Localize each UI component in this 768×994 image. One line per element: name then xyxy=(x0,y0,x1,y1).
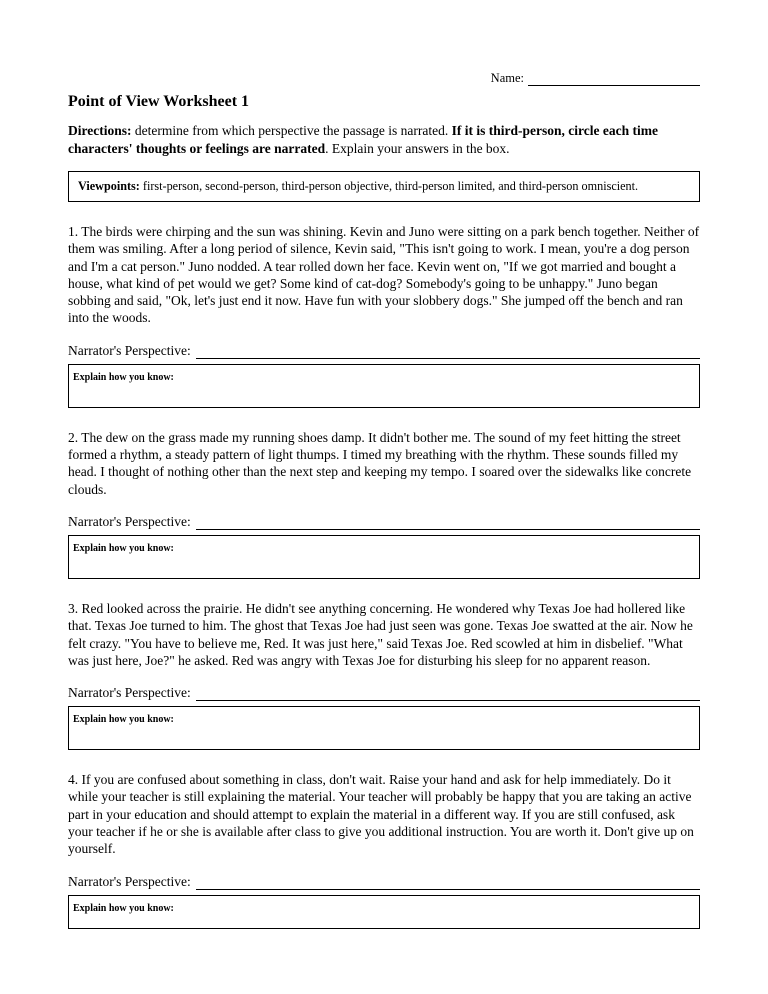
passage-section-4 xyxy=(68,771,700,928)
narrator-perspective-row xyxy=(68,872,700,890)
name-label: Name: xyxy=(490,71,524,85)
directions-label: Directions: xyxy=(68,123,132,138)
perspective-answer-line[interactable] xyxy=(196,515,700,530)
directions-body-2: . Explain your answers in the box. xyxy=(325,140,510,156)
passage-section-1 xyxy=(68,223,700,408)
perspective-answer-line[interactable] xyxy=(196,344,700,359)
narrator-perspective-label: Narrator's Perspective: xyxy=(68,513,191,529)
narrator-perspective-row xyxy=(68,683,700,701)
explain-box[interactable] xyxy=(68,364,700,408)
directions-body-1: determine from which perspective the passage is narrated. xyxy=(131,123,452,138)
viewpoints-list: first-person, second-person, third-person objective, third-person limited, and third-person omniscient. xyxy=(139,179,639,193)
explain-label: Explain how you know: xyxy=(73,371,174,383)
passage-text: 1. The birds were chirping and the sun was shining. Kevin and Juno were sitting on a park bench together. Neither of them was smiling. After a long period of silence, Kevin said, "This isn't going to work. I mean, you're a dog person and I'm a cat person." Juno nodded. A tear rolled down her face. Kevin went on, "If we got married and bought a house, what kind of pet would we get? Some kind of cat-dog? Somebody's going to be unhappy." Juno began sobbing and said, "Ok, let's just end it now. Have fun with your slobbery dogs." She jumped off the bench and ran into the woods. xyxy=(68,224,700,326)
narrator-perspective-label: Narrator's Perspective: xyxy=(68,685,191,701)
narrator-perspective-row xyxy=(68,341,700,359)
directions-text xyxy=(68,122,700,157)
passage-text: 4. If you are confused about something in class, don't wait. Raise your hand and ask for help immediately. Do it while your teacher is still explaining the material. Your teacher will probably be happy that you are taking an active part in your education and should attempt to explain the material in a different way. If you are still confused, ask your teacher if he or she is available after class to give you additional instruction. You are worth it. Don't give up on yourself. xyxy=(68,772,694,857)
passage-text: 2. The dew on the grass made my running shoes damp. It didn't bother me. The sound of my feet hitting the street formed a rhythm, a steady pattern of light thumps. I timed my breathing with the rhythm. These sounds filled my head. I thought of nothing other than the next step and keeping my tempo. I soared over the sidewalks like concrete clouds. xyxy=(68,429,692,497)
explain-label: Explain how you know: xyxy=(73,902,174,914)
explain-label: Explain how you know: xyxy=(73,714,174,726)
name-fill-line[interactable] xyxy=(528,72,700,86)
passage-text: 3. Red looked across the prairie. He didn't see anything concerning. He wondered why Texas Joe had hollered like that. Texas Joe turned to him. The ghost that Texas Joe had just seen was gone. Texas Joe swatted at the air. Now he felt crazy. "You have to believe me, Red. It was just here," said Texas Joe. Red scowled at him in disbelief. "What was just here, Joe?" he asked. Red was angry with Texas Joe for disturbing his sleep for no apparent reason. xyxy=(68,600,693,668)
narrator-perspective-row xyxy=(68,512,700,530)
passage-section-3 xyxy=(68,600,700,750)
passage-section-2 xyxy=(68,429,700,579)
perspective-answer-line[interactable] xyxy=(196,875,700,890)
narrator-perspective-label: Narrator's Perspective: xyxy=(68,342,191,358)
narrator-perspective-label: Narrator's Perspective: xyxy=(68,873,191,889)
explain-box[interactable] xyxy=(68,535,700,579)
viewpoints-label: Viewpoints: xyxy=(78,179,140,193)
perspective-answer-line[interactable] xyxy=(196,686,700,701)
explain-label: Explain how you know: xyxy=(73,542,174,554)
explain-box[interactable] xyxy=(68,895,700,929)
viewpoints-box xyxy=(68,171,700,202)
page-title: Point of View Worksheet 1 xyxy=(68,93,250,110)
name-row xyxy=(68,70,700,86)
directions-bold: If it is third-person, circle each time characters' thoughts or feelings are narrated xyxy=(68,123,658,156)
explain-box[interactable] xyxy=(68,706,700,750)
